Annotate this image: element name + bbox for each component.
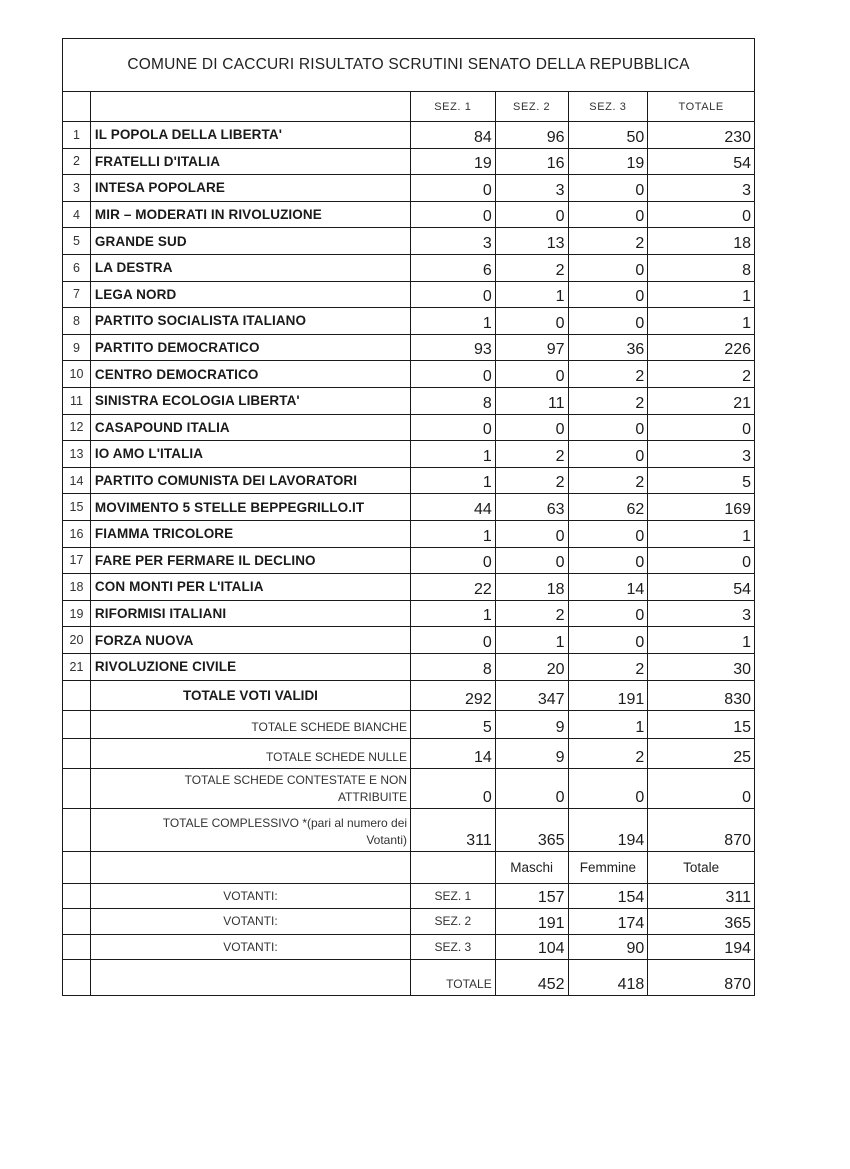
header-index-cell xyxy=(63,92,91,121)
summary-row xyxy=(63,711,754,739)
votes-sez3: 0 xyxy=(569,548,649,574)
votes-sez1: 44 xyxy=(411,494,496,520)
votes-sez1: 93 xyxy=(411,335,496,361)
votes-sez2: 63 xyxy=(496,494,569,520)
votes-sez2: 13 xyxy=(496,228,569,254)
party-name: IO AMO L'ITALIA xyxy=(91,441,411,467)
voters-total-female: 418 xyxy=(569,960,649,995)
summary-row xyxy=(63,809,754,852)
party-number: 8 xyxy=(63,308,91,334)
votes-sez3: 0 xyxy=(569,308,649,334)
votes-sez2: 0 xyxy=(496,548,569,574)
votes-sez1: 0 xyxy=(411,202,496,228)
votes-total: 3 xyxy=(742,447,752,465)
voters-total: 311 xyxy=(725,889,752,907)
party-name: IL POPOLA DELLA LIBERTA' xyxy=(91,122,411,148)
party-row xyxy=(63,255,754,282)
column-header-sez2: SEZ. 2 xyxy=(496,92,569,121)
party-row xyxy=(63,282,754,309)
summary-label: TOTALE SCHEDE NULLE xyxy=(91,739,411,768)
votes-sez1: 6 xyxy=(411,255,496,281)
votes-sez1: 84 xyxy=(411,122,496,148)
voters-section: SEZ. 1 xyxy=(411,884,496,909)
party-number: 10 xyxy=(63,361,91,387)
header-totale: Totale xyxy=(683,859,720,875)
votes-sez3: 2 xyxy=(569,361,649,387)
votes-sez2: 0 xyxy=(496,361,569,387)
votes-sez1: 1 xyxy=(411,468,496,494)
votes-total: 3 xyxy=(742,181,752,199)
summary-sez2: 347 xyxy=(496,681,569,710)
votes-sez1: 1 xyxy=(411,308,496,334)
voters-label: VOTANTI: xyxy=(91,884,411,909)
party-number: 7 xyxy=(63,282,91,308)
party-row xyxy=(63,388,754,415)
votes-sez1: 8 xyxy=(411,388,496,414)
votes-total: 226 xyxy=(724,341,752,359)
party-row xyxy=(63,149,754,176)
votes-sez2: 11 xyxy=(496,388,569,414)
party-number: 1 xyxy=(63,122,91,148)
votes-sez3: 19 xyxy=(569,149,649,175)
voters-male: 157 xyxy=(496,884,569,909)
voters-female: 174 xyxy=(569,909,649,934)
summary-index-cell xyxy=(63,681,91,710)
votes-total: 3 xyxy=(742,607,752,625)
votes-sez1: 0 xyxy=(411,627,496,653)
summary-row xyxy=(63,681,754,711)
party-name: CON MONTI PER L'ITALIA xyxy=(91,574,411,600)
summary-label: TOTALE SCHEDE BIANCHE xyxy=(91,711,411,738)
party-number: 2 xyxy=(63,149,91,175)
party-row xyxy=(63,521,754,548)
party-row xyxy=(63,574,754,601)
header-femmine: Femmine xyxy=(569,852,649,883)
votes-total: 1 xyxy=(742,527,752,545)
column-header-sez1: SEZ. 1 xyxy=(411,92,496,121)
party-name: PARTITO COMUNISTA DEI LAVORATORI xyxy=(91,468,411,494)
party-number: 3 xyxy=(63,175,91,201)
votes-sez1: 22 xyxy=(411,574,496,600)
votes-total: 0 xyxy=(742,208,752,226)
voters-male: 104 xyxy=(496,935,569,960)
summary-total: 830 xyxy=(724,690,751,708)
party-name: FORZA NUOVA xyxy=(91,627,411,653)
votes-total: 169 xyxy=(724,500,752,518)
votes-total: 54 xyxy=(733,580,752,598)
votes-sez3: 0 xyxy=(569,415,649,441)
voters-total-blank-cell xyxy=(91,960,411,995)
votes-total: 54 xyxy=(733,155,752,173)
votes-total: 1 xyxy=(742,288,752,306)
summary-total: 0 xyxy=(742,788,751,806)
party-number: 19 xyxy=(63,601,91,627)
gender-sez-cell xyxy=(411,852,496,883)
votes-total: 2 xyxy=(742,367,752,385)
votes-sez1: 1 xyxy=(411,441,496,467)
header-party-cell xyxy=(91,92,411,121)
voters-label: VOTANTI: xyxy=(91,909,411,934)
votes-sez3: 0 xyxy=(569,521,649,547)
party-row xyxy=(63,175,754,202)
party-name: FIAMMA TRICOLORE xyxy=(91,521,411,547)
votes-sez2: 20 xyxy=(496,654,569,680)
summary-sez1: 5 xyxy=(411,711,496,738)
party-row xyxy=(63,308,754,335)
voters-row xyxy=(63,935,754,961)
votes-sez3: 14 xyxy=(569,574,649,600)
voters-male: 191 xyxy=(496,909,569,934)
voters-section: SEZ. 2 xyxy=(411,909,496,934)
summary-sez3: 1 xyxy=(569,711,649,738)
votes-sez2: 0 xyxy=(496,308,569,334)
party-name: FRATELLI D'ITALIA xyxy=(91,149,411,175)
summary-total: 25 xyxy=(733,748,752,766)
votes-sez3: 2 xyxy=(569,654,649,680)
voters-index-cell xyxy=(63,909,91,934)
sheet-title: COMUNE DI CACCURI RISULTATO SCRUTINI SENATO DELLA REPUBBLICA xyxy=(63,39,754,92)
votes-total: 230 xyxy=(724,128,752,146)
summary-sez3: 0 xyxy=(569,769,649,808)
party-number: 17 xyxy=(63,548,91,574)
party-name: RIFORMISI ITALIANI xyxy=(91,601,411,627)
votes-sez3: 2 xyxy=(569,468,649,494)
summary-index-cell xyxy=(63,809,91,851)
summary-row xyxy=(63,739,754,769)
votes-sez2: 18 xyxy=(496,574,569,600)
votes-sez1: 1 xyxy=(411,521,496,547)
party-row xyxy=(63,228,754,255)
party-row xyxy=(63,654,754,681)
votes-sez2: 1 xyxy=(496,282,569,308)
votes-sez3: 0 xyxy=(569,202,649,228)
results-sheet xyxy=(62,38,755,996)
voters-female: 90 xyxy=(569,935,649,960)
votes-sez2: 0 xyxy=(496,202,569,228)
party-row xyxy=(63,494,754,521)
party-row xyxy=(63,548,754,575)
votes-sez2: 2 xyxy=(496,255,569,281)
party-name: PARTITO DEMOCRATICO xyxy=(91,335,411,361)
party-row xyxy=(63,441,754,468)
party-name: FARE PER FERMARE IL DECLINO xyxy=(91,548,411,574)
summary-label: TOTALE SCHEDE CONTESTATE E NON ATTRIBUITE xyxy=(91,769,411,808)
party-number: 13 xyxy=(63,441,91,467)
votes-sez2: 0 xyxy=(496,415,569,441)
votes-sez2: 2 xyxy=(496,441,569,467)
votes-total: 0 xyxy=(742,421,752,439)
summary-index-cell xyxy=(63,711,91,738)
voters-total-row xyxy=(63,960,754,995)
party-row xyxy=(63,627,754,654)
votes-sez1: 1 xyxy=(411,601,496,627)
summary-index-cell xyxy=(63,739,91,768)
party-row xyxy=(63,601,754,628)
voters-total-label: TOTALE xyxy=(411,960,496,995)
votes-sez3: 0 xyxy=(569,627,649,653)
summary-sez2: 365 xyxy=(496,809,569,851)
voters-total: 194 xyxy=(724,940,752,958)
votes-sez1: 3 xyxy=(411,228,496,254)
summary-sez1: 292 xyxy=(411,681,496,710)
party-name: CASAPOUND ITALIA xyxy=(91,415,411,441)
voters-label: VOTANTI: xyxy=(91,935,411,960)
votes-sez3: 2 xyxy=(569,388,649,414)
header-row xyxy=(63,92,754,122)
party-number: 20 xyxy=(63,627,91,653)
gender-label-cell xyxy=(91,852,411,883)
column-header-totale: TOTALE xyxy=(678,100,724,113)
votes-total: 0 xyxy=(742,554,752,572)
votes-total: 1 xyxy=(742,633,752,651)
votes-sez1: 0 xyxy=(411,415,496,441)
gender-header-row xyxy=(63,852,754,884)
party-name: GRANDE SUD xyxy=(91,228,411,254)
column-header-sez3: SEZ. 3 xyxy=(569,92,649,121)
header-maschi: Maschi xyxy=(496,852,569,883)
votes-sez2: 97 xyxy=(496,335,569,361)
votes-sez3: 50 xyxy=(569,122,649,148)
summary-sez3: 2 xyxy=(569,739,649,768)
summary-sez2: 9 xyxy=(496,711,569,738)
voters-female: 154 xyxy=(569,884,649,909)
party-name: MIR – MODERATI IN RIVOLUZIONE xyxy=(91,202,411,228)
votes-total: 8 xyxy=(742,261,752,279)
party-name: RIVOLUZIONE CIVILE xyxy=(91,654,411,680)
votes-sez3: 0 xyxy=(569,255,649,281)
votes-sez1: 19 xyxy=(411,149,496,175)
votes-sez3: 62 xyxy=(569,494,649,520)
votes-total: 30 xyxy=(733,660,752,678)
summary-sez1: 311 xyxy=(411,809,496,851)
party-name: PARTITO SOCIALISTA ITALIANO xyxy=(91,308,411,334)
party-number: 21 xyxy=(63,654,91,680)
votes-sez2: 16 xyxy=(496,149,569,175)
party-name: LA DESTRA xyxy=(91,255,411,281)
party-number: 6 xyxy=(63,255,91,281)
summary-total: 870 xyxy=(724,831,751,849)
votes-sez3: 0 xyxy=(569,175,649,201)
voters-total-index-cell xyxy=(63,960,91,995)
party-row xyxy=(63,335,754,362)
votes-total: 18 xyxy=(733,234,752,252)
votes-sez2: 3 xyxy=(496,175,569,201)
summary-sez2: 0 xyxy=(496,769,569,808)
party-number: 18 xyxy=(63,574,91,600)
summary-row xyxy=(63,769,754,809)
votes-sez3: 0 xyxy=(569,601,649,627)
voters-section: SEZ. 3 xyxy=(411,935,496,960)
party-name: MOVIMENTO 5 STELLE BEPPEGRILLO.IT xyxy=(91,494,411,520)
party-row xyxy=(63,415,754,442)
votes-sez2: 0 xyxy=(496,521,569,547)
party-name: SINISTRA ECOLOGIA LIBERTA' xyxy=(91,388,411,414)
voters-total: 365 xyxy=(724,914,752,932)
voters-row xyxy=(63,909,754,935)
party-number: 15 xyxy=(63,494,91,520)
gender-index-cell xyxy=(63,852,91,883)
votes-sez3: 0 xyxy=(569,441,649,467)
votes-sez3: 2 xyxy=(569,228,649,254)
summary-sez2: 9 xyxy=(496,739,569,768)
votes-sez1: 8 xyxy=(411,654,496,680)
votes-sez2: 1 xyxy=(496,627,569,653)
party-row xyxy=(63,202,754,229)
voters-index-cell xyxy=(63,884,91,909)
summary-total: 15 xyxy=(733,718,752,736)
voters-row xyxy=(63,884,754,910)
summary-sez1: 14 xyxy=(411,739,496,768)
party-number: 16 xyxy=(63,521,91,547)
summary-label: TOTALE COMPLESSIVO *(pari al numero dei Votanti) xyxy=(91,809,411,851)
party-number: 9 xyxy=(63,335,91,361)
party-row xyxy=(63,122,754,149)
party-number: 12 xyxy=(63,415,91,441)
party-number: 5 xyxy=(63,228,91,254)
votes-sez1: 0 xyxy=(411,361,496,387)
summary-sez3: 191 xyxy=(569,681,649,710)
votes-total: 1 xyxy=(742,314,752,332)
party-row xyxy=(63,468,754,495)
votes-sez1: 0 xyxy=(411,282,496,308)
voters-index-cell xyxy=(63,935,91,960)
party-name: CENTRO DEMOCRATICO xyxy=(91,361,411,387)
party-number: 14 xyxy=(63,468,91,494)
summary-sez1: 0 xyxy=(411,769,496,808)
votes-sez2: 2 xyxy=(496,468,569,494)
summary-sez3: 194 xyxy=(569,809,649,851)
votes-total: 5 xyxy=(742,474,752,492)
summary-label: TOTALE VOTI VALIDI xyxy=(91,681,411,710)
votes-total: 21 xyxy=(733,394,752,412)
votes-sez3: 0 xyxy=(569,282,649,308)
party-name: LEGA NORD xyxy=(91,282,411,308)
votes-sez3: 36 xyxy=(569,335,649,361)
summary-index-cell xyxy=(63,769,91,808)
party-row xyxy=(63,361,754,388)
votes-sez1: 0 xyxy=(411,175,496,201)
votes-sez2: 2 xyxy=(496,601,569,627)
votes-sez1: 0 xyxy=(411,548,496,574)
party-number: 4 xyxy=(63,202,91,228)
voters-total-all: 870 xyxy=(724,976,751,994)
party-number: 11 xyxy=(63,388,91,414)
voters-total-male: 452 xyxy=(496,960,569,995)
party-name: INTESA POPOLARE xyxy=(91,175,411,201)
votes-sez2: 96 xyxy=(496,122,569,148)
